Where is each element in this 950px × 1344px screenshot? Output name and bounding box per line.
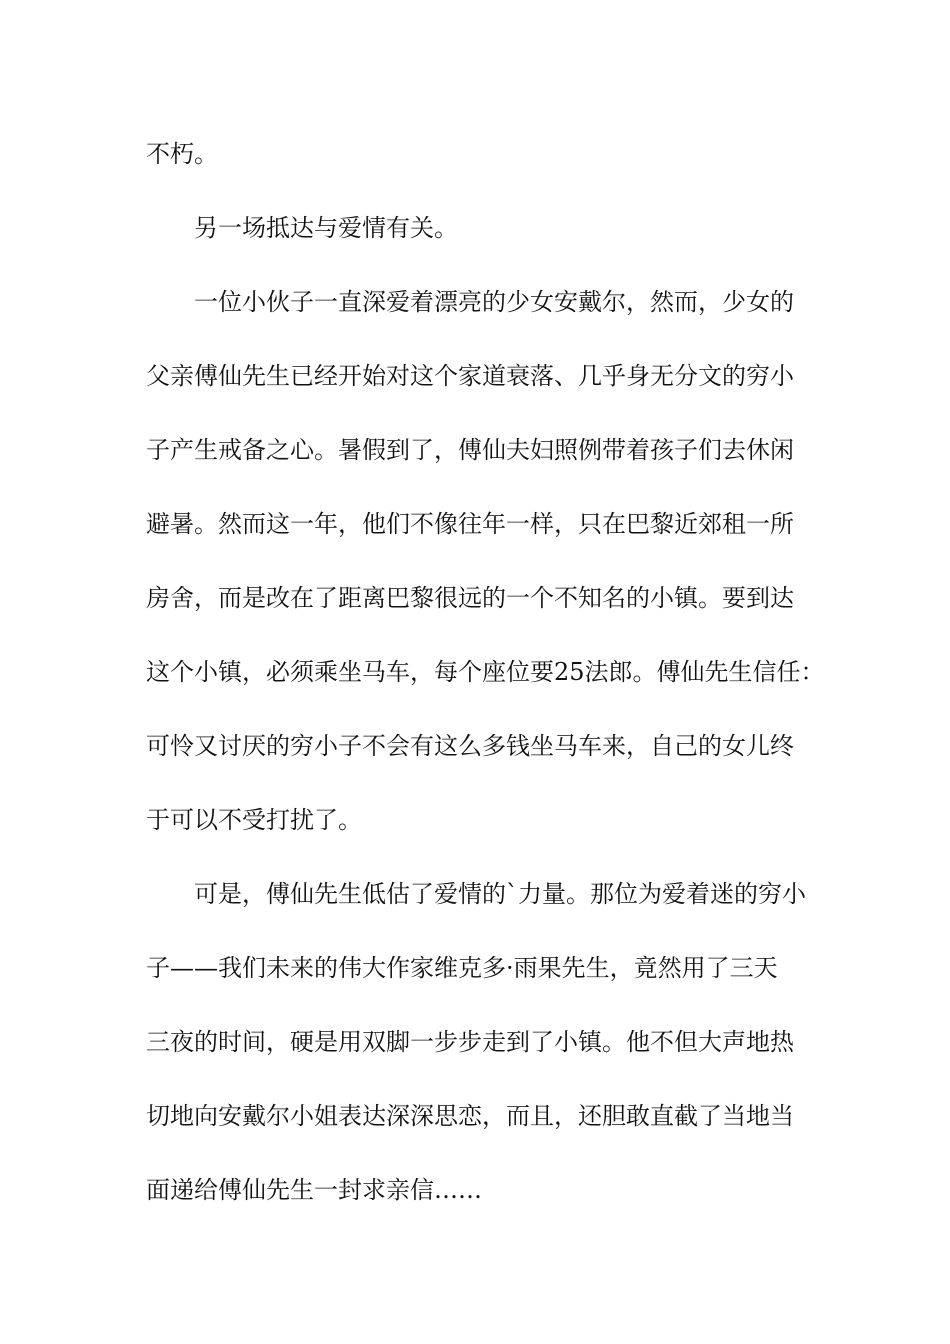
body-text (146, 130, 825, 1240)
text-line: 可怜又讨厌的穷小子不会有这么多钱坐马车来，自己的女儿终 (146, 732, 794, 760)
text-line: 避暑。然而这一年，他们不像往年一样，只在巴黎近郊租一所 (146, 510, 794, 538)
paragraph-start-line: 另一场抵达与爱情有关。 (194, 214, 458, 242)
text-line: 房舍，而是改在了距离巴黎很远的一个不知名的小镇。要到达 (146, 584, 794, 612)
text-line: 不朽。 (146, 140, 218, 168)
paragraph-start-line: 一位小伙子一直深爱着漂亮的少女安戴尔，然而，少女的 (194, 288, 794, 316)
text-line: 三夜的时间，硬是用双脚一步步走到了小镇。他不但大声地热 (146, 1028, 794, 1056)
text-line: 切地向安戴尔小姐表达深深思恋，而且，还胆敢直截了当地当 (146, 1102, 794, 1130)
paragraph-start-line: 可是，傅仙先生低估了爱情的`力量。那位为爱着迷的穷小 (194, 880, 806, 908)
text-line: 父亲傅仙先生已经开始对这个家道衰落、几乎身无分文的穷小 (146, 362, 794, 390)
text-line: 子产生戒备之心。暑假到了，傅仙夫妇照例带着孩子们去休闲 (146, 436, 794, 464)
text-line: 面递给傅仙先生一封求亲信…… (146, 1176, 482, 1204)
text-line: 于可以不受打扰了。 (146, 806, 362, 834)
text-line: 子——我们未来的伟大作家维克多·雨果先生，竟然用了三天 (146, 954, 778, 982)
text-line: 这个小镇，必须乘坐马车，每个座位要25法郎。傅仙先生信任： (146, 658, 825, 686)
